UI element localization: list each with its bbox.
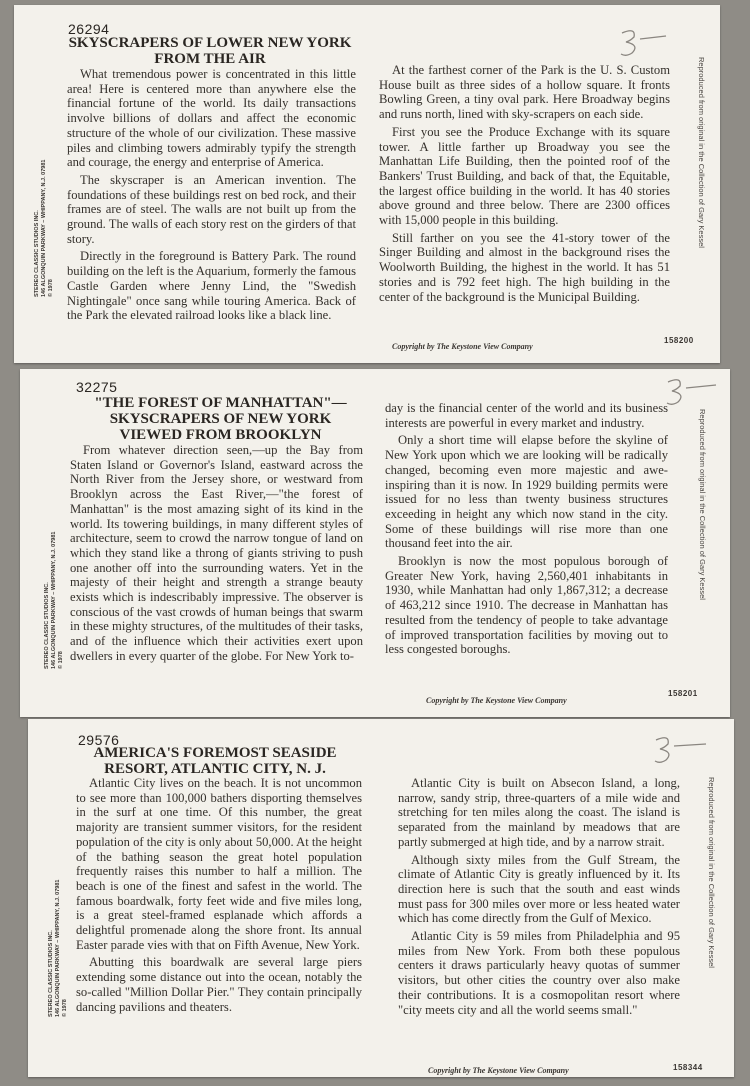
card-title [68, 395, 373, 443]
reproduction-note: Reproduced from original in the Collection of Gary Kessel [707, 777, 716, 968]
publisher-imprint: STEREO CLASSIC STUDIOS INC. 146 ALGONQUIN PARKWAY – WHIPPANY, N.J. 07981 © 1978 [34, 159, 54, 297]
paragraph: Only a short time will elapse before the skyline of New York upon which we are looking will be radically changed, becoming even more majestic and awe-inspiring than it is now. In 1929 building permits were issued for no less than twenty business structures exceeding in height any which now stand in the city. Some of these buildings will rise more than one thousand feet into the air. [385, 433, 668, 551]
title-line: FROM THE AIR [154, 51, 266, 67]
paragraph: Directly in the foreground is Battery Park. The round building on the left is the Aquarium, formerly the famous Castle Garden where Jenny Lind, the "Swedish Nightingale" once sang while touring America. Back of the Park the elevated railroad looks like a black line. [67, 249, 356, 323]
stereoview-card-1 [14, 5, 720, 363]
paragraph: Atlantic City is built on Absecon Island, a long, narrow, sandy strip, three-quarters of a mile wide and stretching for ten miles along the coast. The island is separated from the mainland by meadows that are partly submerged at high tide, and by a narrow strait. [398, 776, 680, 849]
card-number: 32275 [76, 379, 118, 395]
publisher-imprint: STEREO CLASSIC STUDIOS INC. 146 ALGONQUIN PARKWAY – WHIPPANY, N.J. 07981 © 1978 [48, 879, 68, 1017]
pencil-mark-icon [660, 375, 722, 409]
title-line: RESORT, ATLANTIC CITY, N. J. [104, 761, 326, 777]
pencil-mark-icon [614, 25, 674, 61]
copyright-line: Copyright by The Keystone View Company [392, 342, 533, 351]
paragraph: What tremendous power is concentrated in this little area! Here is centered more than anywhere else the financial fortune of the world. Its daily transactions involve billions of dollars and affect the economic structure of the whole of our civilization. These massive piles and climbing towers admirably typify the strength and courage, the energy and enterprise of America. [67, 67, 356, 170]
text-column-right [398, 776, 680, 1020]
text-column-left [76, 776, 362, 1017]
copyright-line: Copyright by The Keystone View Company [428, 1066, 569, 1075]
text-column-left [67, 67, 356, 326]
paragraph: Still farther on you see the 41-story tower of the Singer Building and almost in the background rises the Woolworth Building, the highest in the world. It has 51 stories and is 792 feet high. The high building in the center of the background is the Municipal Building. [379, 230, 670, 304]
stereoview-card-3 [28, 719, 734, 1077]
card-code: 158344 [673, 1063, 703, 1072]
paragraph: Abutting this boardwalk are several large piers extending some distance out into the ocean, notably the so-called "Million Dollar Pier." They contain principally dancing pavilions and theaters. [76, 955, 362, 1014]
text-column-left [70, 443, 363, 667]
copyright-line: Copyright by The Keystone View Company [426, 696, 567, 705]
title-line: SKYSCRAPERS OF LOWER NEW YORK [68, 35, 352, 51]
paragraph: day is the financial center of the world and its business interests are powerful in every market and industry. [385, 401, 668, 430]
paragraph: At the farthest corner of the Park is the U. S. Custom House built as three sides of a hollow square. It fronts Bowling Green, a tiny oval park. Here Broadway begins and runs north, lined with sky-scrapers on each side. [379, 63, 670, 122]
title-line: SKYSCRAPERS OF NEW YORK [109, 411, 332, 427]
card-title [70, 745, 360, 777]
text-column-right [385, 401, 668, 660]
title-line: AMERICA'S FOREMOST SEASIDE [93, 745, 337, 761]
stereoview-card-2 [20, 369, 730, 717]
paragraph: Although sixty miles from the Gulf Stream, the climate of Atlantic City is greatly influenced by it. Its direction here is such that the south and east winds must pass for 300 miles over more or less heated water which has come directly from the Gulf of Mexico. [398, 852, 680, 926]
pencil-mark-icon [648, 733, 712, 769]
card-code: 158200 [664, 336, 694, 345]
reproduction-note: Reproduced from original in the Collection of Gary Kessel [697, 57, 706, 248]
title-line: "THE FOREST OF MANHATTAN"— [94, 395, 347, 411]
publisher-imprint: STEREO CLASSIC STUDIOS INC. 146 ALGONQUIN PARKWAY – WHIPPANY, N.J. 07981 © 1978 [44, 531, 64, 669]
text-column-right [379, 63, 670, 307]
card-number: 26294 [68, 21, 110, 37]
card-number: 29576 [78, 732, 120, 748]
reproduction-note: Reproduced from original in the Collection of Gary Kessel [698, 409, 707, 600]
paragraph: Atlantic City is 59 miles from Philadelphia and 95 miles from New York. From both these populous centers it draws particularly heavy quotas of summer visitors, but other cities the country over also make their contributions. It is a cosmopolitan resort where "city meets city and all the world seems small." [398, 929, 680, 1017]
paragraph: First you see the Produce Exchange with its square tower. A little farther up Broadway you see the Manhattan Life Building, then the pointed roof of the Bankers' Trust Building, and back of that, the Equitable, the largest office building in the world. It has 40 stories above ground and three below. There are 2300 offices with 15,000 people in this building. [379, 124, 670, 228]
paragraph: The skyscraper is an American invention. The foundations of these buildings rest on bed rock, and their frames are of steel. The walls are not built up from the ground. The walls of each story rest on the girders of that story. [67, 172, 356, 246]
title-line: VIEWED FROM BROOKLYN [119, 427, 322, 443]
card-title [60, 35, 360, 67]
paragraph: From whatever direction seen,—up the Bay from Staten Island or Governor's Island, eastward across the North River from the Jersey shore, or westward from Brooklyn across the East River,—"the forest of Manhattan" is the most amazing sight of its kind in the world. Its towering buildings, in many different styles of architecture, seem to crowd the narrow tongue of land on which they stand like a throng of giants striving to push one another off into the surrounding waters. Yet in the majesty of their height and strength a strange beauty exists which is indescribably impressive. The observer is conscious of the vast crowds of human beings that swarm in these mighty structures, of the multitudes of their tasks, and of the influence which their activities exert upon dwellers in every quarter of the globe. For New York to- [70, 443, 363, 663]
paragraph: Brooklyn is now the most populous borough of Greater New York, having 2,560,401 inhabitants in 1930, while Manhattan had only 1,867,312; a decrease of 463,212 since 1910. The decrease in Manhattan has resulted from the tendency of people to take advantage of improved transportation facilities by moving out to less congested boroughs. [385, 554, 668, 657]
paragraph: Atlantic City lives on the beach. It is not uncommon to see more than 100,000 bathers disporting themselves in the surf at one time. Of this number, the great majority are transient summer visitors, for the resident population of the city is only about 50,000. At the height of the bathing season the great hotel population frequently raises this number to half a million. The beach is one of the finest and safest in the world. The famous boardwalk, forty feet wide and five miles long, is a great steel-framed esplanade which affords a delightful promenade along the shore front. Its annual Easter parade vies with that on Fifth Avenue, New York. [76, 776, 362, 952]
card-code: 158201 [668, 689, 698, 698]
